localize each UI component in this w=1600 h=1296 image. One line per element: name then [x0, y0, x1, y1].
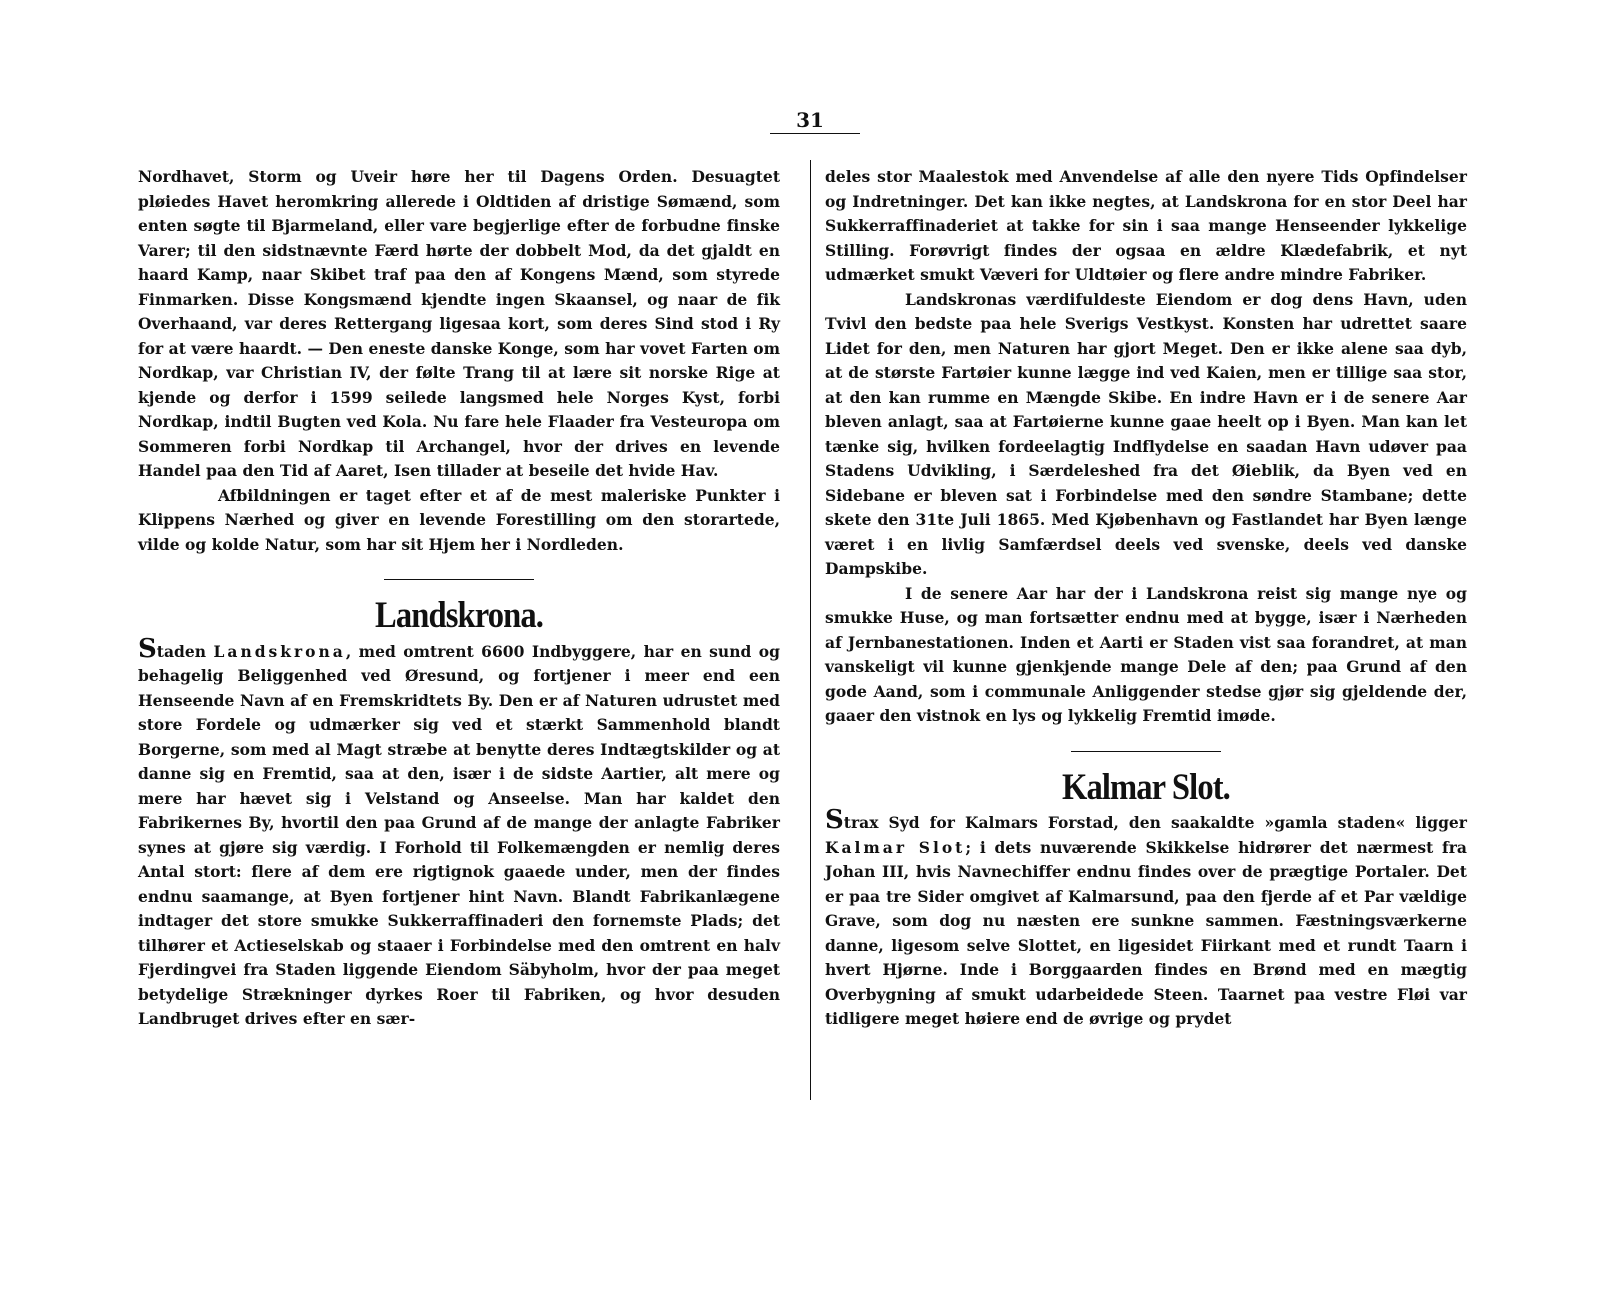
nordkap-paragraph-2: Afbildningen er taget efter et af de mest maleriske Punkter i Klippens Nærhed og giver en levende Forestilling om den storartede, vilde og kolde Natur, som har sit Hjem her i Nordleden. [138, 485, 780, 554]
section-separator [384, 579, 534, 580]
kalmar-heading: Kalmar Slot. [1062, 766, 1230, 808]
nordkap-paragraph-1: Nordhavet, Storm og Uveir høre her til Dagens Orden. Desuagtet pløiedes Havet heromkring allerede i Oldtiden af dristige Sømænd, som enten søgte til Bjarmeland, eller vare begjerlige efter de forbudne finske Varer; til den sidstnævnte Færd hørte der dobbelt Mod, da det gjaldt en haard Kamp, naar Skibet traf paa den af Kongens Mænd, som styrede Finmarken. Disse Kongsmænd kjendte ingen Skaansel, og naar de fik Overhaand, var deres Rettergang ligesaa kort, som deres Sind stod i Ry for at være haardt. — Den eneste danske Konge, som har vovet Farten om Nordkap, var Christian IV, der følte Trang til at lære sit norske Rige at kjende og derfor i 1599 seilede langsmed hele Norges Kyst, forbi Nordkap, indtil Bugten ved Kola. Nu fare hele Flaader fra Vesteuropa om Sommeren forbi Nordkap til Archangel, hvor der drives en levende Handel paa den Tid af Aaret, Isen tillader at beseile det hvide Hav. [138, 167, 780, 480]
landskrona-harbour-paragraph: Landskronas værdifuldeste Eiendom er dog dens Havn, uden Tvivl den bedste paa hele Sverigs Vestkyst. Konsten har udrettet saare Lidet for den, men Naturen har gjort Meget. Den er ikke alene saa dyb, at de største Fartøier kunne lægge ind ved Kaien, men er tillige saa stor, at den kan rumme en Mængde Skibe. En indre Havn er i de senere Aar bleven anlagt, saa at Fartøierne kunne gaae heelt op i Byen. Man kan let tænke sig, hvilken fordeelagtig Indflydelse en saadan Havn udøver paa Stadens Udvikling, i Særdeleshed fra det Øieblik, da Byen ved en Sidebane er bleven sat i Forbindelse med den søndre Stambane; dette skete den 31te Juli 1865. Med Kjøbenhavn og Fastlandet har Byen længe været i en livlig Samfærdsel deels ved svenske, deels ved danske Dampskibe. [825, 289, 1467, 578]
kalmar-lead: trax Syd for Kalmars Forstad, den saakaldte »gamla staden« ligger [843, 813, 1467, 832]
kalmar-dropcap: S [825, 805, 844, 835]
kalmar-name: Kalmar Slot [825, 837, 966, 857]
landskrona-paragraph [138, 633, 780, 1032]
page-number-rule [770, 133, 860, 134]
kalmar-text: ; i dets nuværende Skikkelse hidrører det nærmest fra Johan III, hvis Navnechiffer endnu findes over de prægtige Portaler. Det er paa tre Sider omgivet af Kalmarsund, paa den fjerde af et Par vældige Grave, som dog nu næsten ere sunkne sammen. Fæstningsværkerne danne, ligesom selve Slottet, en ligesidet Fiirkant med et rundt Taarn i hvert Hjørne. Inde i Borggaarden findes en Brønd med en mægtig Overbygning af smukt udarbeidede Steen. Taarnet paa vestre Fløi var tidligere meget høiere end de øvrige og prydet [825, 837, 1467, 1028]
right-column [825, 165, 1467, 1032]
page-number: 31 [796, 108, 824, 132]
landskrona-text: , med omtrent 6600 Indbyggere, har en sund og behagelig Beliggenhed ved Øresund, og fortjener i meer end een Henseende Navn af en Fremskridtets By. Den er af Naturen udrustet med store Fordele og udmærker sig ved et stærkt Sammenhold blandt Borgerne, som med al Magt stræbe at benytte deres Indtægtskilder og at danne sig en Fremtid, saa at den, især i de sidste Aartier, alt mere og mere har hævet sig i Velstand og Anseelse. Man har kaldet den Fabrikernes By, hvortil den paa Grund af de mange der anlagte Fabriker synes at gjøre sig værdig. I Forhold til Folkemængden er nemlig deres Antal stort: flere af dem ere rigtignok gaaede under, men der findes endnu saamange, at Byen fortjener hint Navn. Blandt Fabrikanlægene indtager det store smukke Sukkerraffinaderi den fornemste Plads; det tilhører et Actieselskab og staaer i Forbindelse med den omtrent en halv Fjerdingvei fra Staden liggende Eiendom Säbyholm, hvor der paa meget betydelige Strækninger dyrkes Roer til Fabriken, og hvor desuden Landbruget drives efter en sær- [138, 641, 780, 1028]
section-separator [1071, 751, 1221, 752]
kalmar-paragraph [825, 805, 1467, 1032]
landskrona-lead: taden [156, 641, 207, 661]
landskrona-name: Landskrona [213, 641, 346, 661]
landskrona-houses-paragraph: I de senere Aar har der i Landskrona reist sig mange nye og smukke Huse, og man fortsætter endnu med at bygge, især i Nærheden af Jernbanestationen. Inden et Aarti er Staden vist saa forandret, at man vanskeligt vil kunne gjenkjende mange Dele af den; paa Grund af den gode Aand, som i communale Anliggender stedse gjør sig gjeldende der, gaaer den vistnok en lys og lykkelig Fremtid imøde. [825, 583, 1467, 725]
column-divider [810, 160, 811, 1100]
left-column [138, 165, 780, 1032]
landskrona-dropcap: S [138, 633, 157, 664]
landskrona-heading: Landskrona. [375, 595, 543, 636]
landskrona-continued-paragraph: deles stor Maalestok med Anvendelse af alle den nyere Tids Opfindelser og Indretninger. Det kan ikke negtes, at Landskrona for en stor Deel har Sukkerraffinaderiet at takke for sin i saa mange Henseender lykkelige Stilling. Forøvrigt findes der ogsaa en ældre Klædefabrik, et nyt udmærket smukt Væveri for Uldtøier og flere andre mindre Fabriker. [825, 167, 1467, 284]
